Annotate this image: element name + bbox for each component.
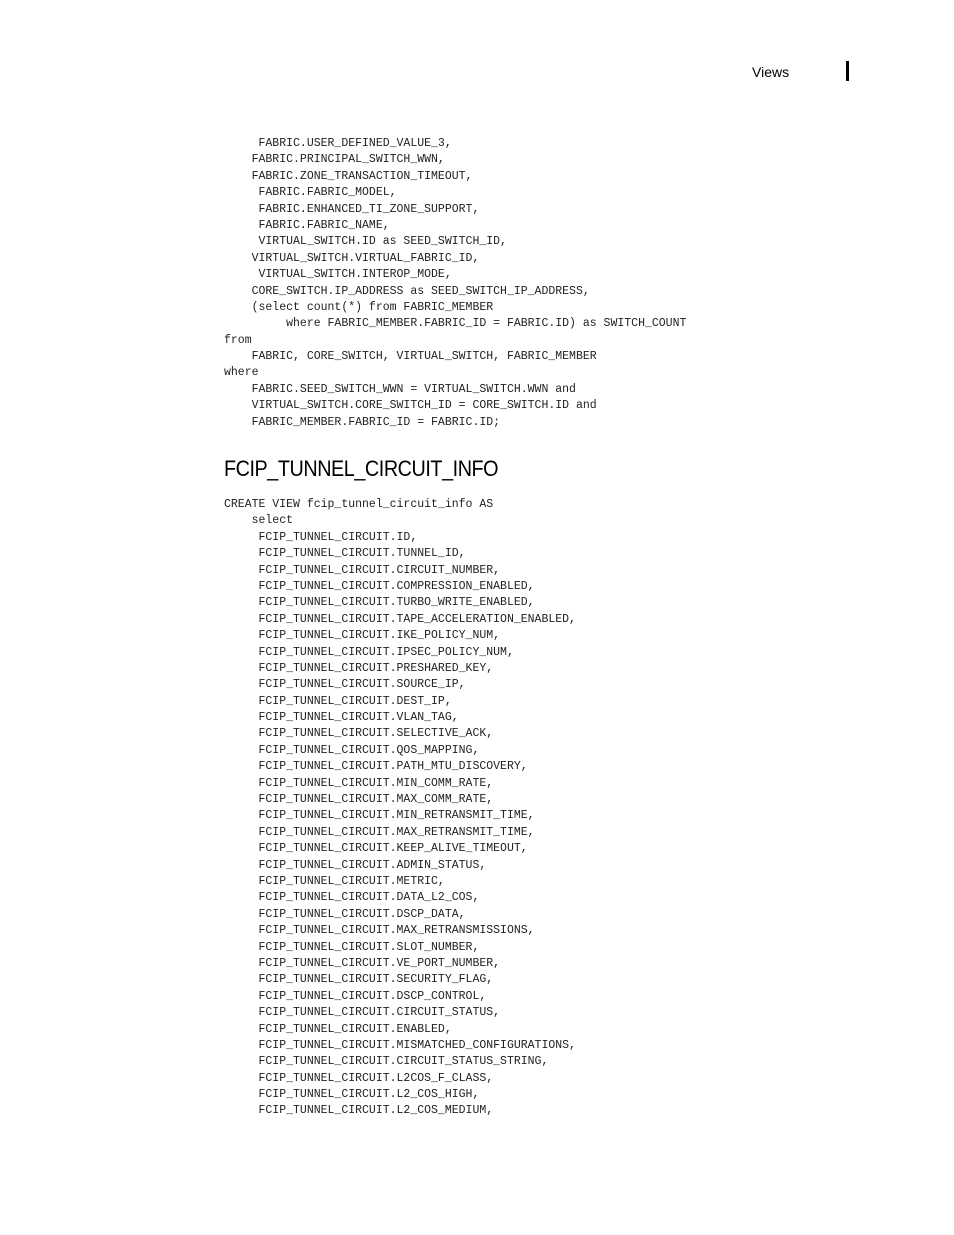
code-line: FCIP_TUNNEL_CIRCUIT.SECURITY_FLAG, (224, 973, 494, 987)
code-line: FCIP_TUNNEL_CIRCUIT.MIN_COMM_RATE, (224, 776, 494, 790)
code-line: where FABRIC_MEMBER.FABRIC_ID = FABRIC.ID) as SWITCH_COUNT (224, 317, 687, 331)
code-line: FABRIC.FABRIC_NAME, (224, 218, 390, 232)
code-line: FCIP_TUNNEL_CIRCUIT.ID, (224, 530, 418, 544)
code-line: VIRTUAL_SWITCH.INTEROP_MODE, (224, 268, 452, 282)
code-line: CREATE VIEW fcip_tunnel_circuit_info AS (224, 498, 494, 511)
code-line: FCIP_TUNNEL_CIRCUIT.COMPRESSION_ENABLED, (224, 579, 535, 593)
code-line: FCIP_TUNNEL_CIRCUIT.MISMATCHED_CONFIGURATIONS, (224, 1038, 576, 1052)
code-line: FCIP_TUNNEL_CIRCUIT.ENABLED, (224, 1022, 452, 1036)
code-line: FCIP_TUNNEL_CIRCUIT.VLAN_TAG, (224, 711, 459, 725)
code-line: FCIP_TUNNEL_CIRCUIT.CIRCUIT_STATUS_STRING, (224, 1055, 549, 1069)
code-line: FABRIC.FABRIC_MODEL, (224, 186, 397, 200)
code-line: VIRTUAL_SWITCH.CORE_SWITCH_ID = CORE_SWITCH.ID and (224, 399, 597, 413)
code-line: FCIP_TUNNEL_CIRCUIT.TUNNEL_ID, (224, 547, 466, 561)
code-line: FABRIC.SEED_SWITCH_WWN = VIRTUAL_SWITCH.WWN and (224, 382, 576, 396)
code-line: CORE_SWITCH.IP_ADDRESS as SEED_SWITCH_IP_ADDRESS, (224, 284, 590, 298)
code-line: FCIP_TUNNEL_CIRCUIT.KEEP_ALIVE_TIMEOUT, (224, 842, 528, 856)
sql-code-block-fcip-tunnel-circuit-info (224, 497, 576, 1120)
code-line: FCIP_TUNNEL_CIRCUIT.QOS_MAPPING, (224, 743, 480, 757)
code-line: VIRTUAL_SWITCH.VIRTUAL_FABRIC_ID, (224, 251, 480, 265)
code-line: FCIP_TUNNEL_CIRCUIT.SLOT_NUMBER, (224, 940, 480, 954)
code-line: FCIP_TUNNEL_CIRCUIT.CIRCUIT_STATUS, (224, 1006, 501, 1020)
code-line: FCIP_TUNNEL_CIRCUIT.PRESHARED_KEY, (224, 661, 494, 675)
code-line: FABRIC, CORE_SWITCH, VIRTUAL_SWITCH, FABRIC_MEMBER (224, 350, 597, 364)
code-line: FCIP_TUNNEL_CIRCUIT.DSCP_CONTROL, (224, 989, 487, 1003)
code-line: FCIP_TUNNEL_CIRCUIT.DEST_IP, (224, 694, 452, 708)
code-line: select (224, 514, 294, 528)
code-line: FCIP_TUNNEL_CIRCUIT.MAX_RETRANSMIT_TIME, (224, 825, 535, 839)
code-line: FABRIC.PRINCIPAL_SWITCH_WWN, (224, 153, 445, 167)
code-line: FABRIC_MEMBER.FABRIC_ID = FABRIC.ID; (224, 415, 501, 429)
code-line: VIRTUAL_SWITCH.ID as SEED_SWITCH_ID, (224, 235, 507, 249)
sql-code-block-fabric (224, 136, 686, 431)
code-line: FABRIC.ZONE_TRANSACTION_TIMEOUT, (224, 169, 473, 183)
code-line: FCIP_TUNNEL_CIRCUIT.METRIC, (224, 874, 445, 888)
code-line: FCIP_TUNNEL_CIRCUIT.ADMIN_STATUS, (224, 858, 487, 872)
code-line: from (224, 333, 252, 347)
code-line: (select count(*) from FABRIC_MEMBER (224, 300, 494, 314)
header-title: Views (752, 64, 790, 80)
code-line: FCIP_TUNNEL_CIRCUIT.MAX_RETRANSMISSIONS, (224, 924, 535, 938)
code-line: FCIP_TUNNEL_CIRCUIT.CIRCUIT_NUMBER, (224, 563, 501, 577)
code-line: FCIP_TUNNEL_CIRCUIT.VE_PORT_NUMBER, (224, 956, 501, 970)
code-line: FCIP_TUNNEL_CIRCUIT.DSCP_DATA, (224, 907, 466, 921)
code-line: FCIP_TUNNEL_CIRCUIT.PATH_MTU_DISCOVERY, (224, 760, 528, 774)
section-heading: FCIP_TUNNEL_CIRCUIT_INFO (224, 456, 499, 481)
code-line: FABRIC.ENHANCED_TI_ZONE_SUPPORT, (224, 202, 480, 216)
code-line: FCIP_TUNNEL_CIRCUIT.L2_COS_HIGH, (224, 1088, 480, 1102)
code-line: FCIP_TUNNEL_CIRCUIT.L2COS_F_CLASS, (224, 1071, 494, 1085)
code-line: FCIP_TUNNEL_CIRCUIT.L2_COS_MEDIUM, (224, 1104, 494, 1118)
header-marker-bar (846, 61, 849, 81)
code-line: FCIP_TUNNEL_CIRCUIT.SOURCE_IP, (224, 678, 466, 692)
code-line: FCIP_TUNNEL_CIRCUIT.IKE_POLICY_NUM, (224, 629, 501, 643)
code-line: FCIP_TUNNEL_CIRCUIT.DATA_L2_COS, (224, 891, 480, 905)
code-line: FCIP_TUNNEL_CIRCUIT.MIN_RETRANSMIT_TIME, (224, 809, 535, 823)
code-line: FCIP_TUNNEL_CIRCUIT.TAPE_ACCELERATION_ENABLED, (224, 612, 576, 626)
code-line: FCIP_TUNNEL_CIRCUIT.MAX_COMM_RATE, (224, 793, 494, 807)
code-line: FABRIC.USER_DEFINED_VALUE_3, (224, 137, 452, 150)
code-line: FCIP_TUNNEL_CIRCUIT.SELECTIVE_ACK, (224, 727, 494, 741)
code-line: where (224, 366, 259, 380)
code-line: FCIP_TUNNEL_CIRCUIT.IPSEC_POLICY_NUM, (224, 645, 514, 659)
code-line: FCIP_TUNNEL_CIRCUIT.TURBO_WRITE_ENABLED, (224, 596, 535, 610)
